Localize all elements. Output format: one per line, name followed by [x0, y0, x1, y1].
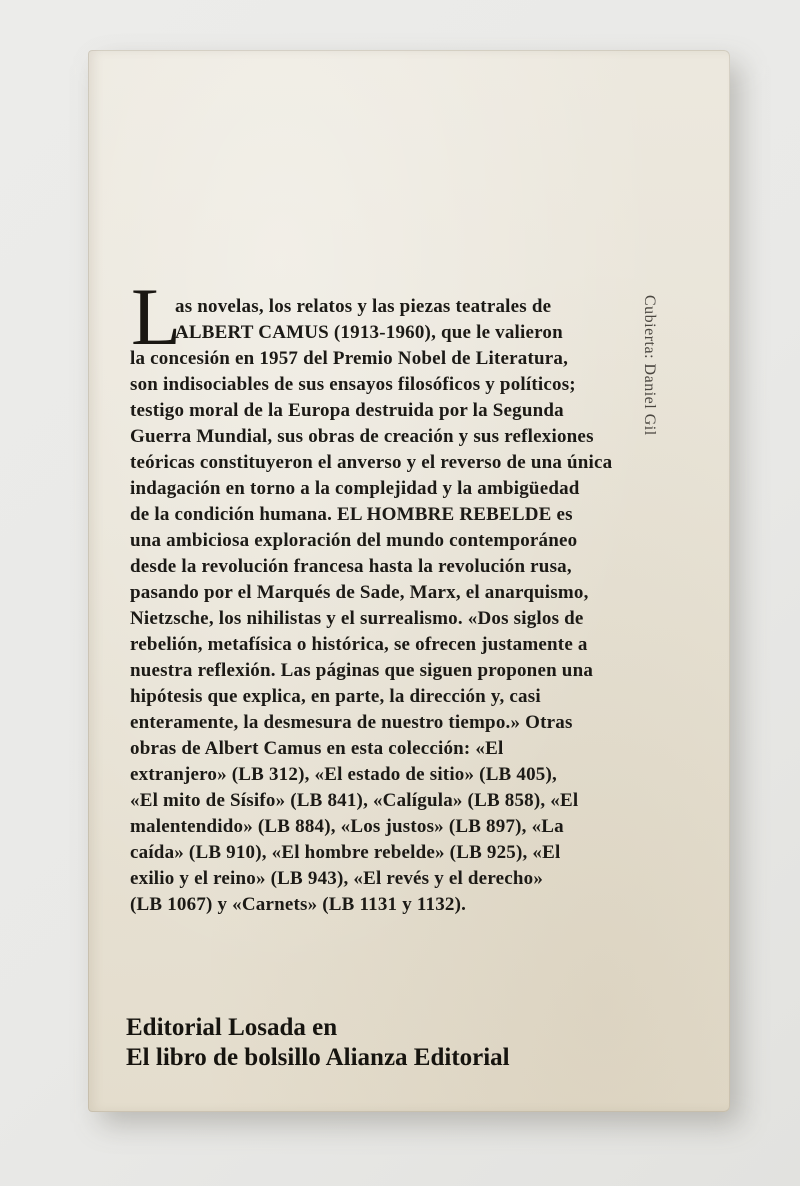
blurb-line: Guerra Mundial, sus obras de creación y sus reflexiones [130, 426, 594, 447]
blurb-line: malentendido» (LB 884), «Los justos» (LB 897), «La [130, 816, 564, 837]
blurb-line: nuestra reflexión. Las páginas que siguen proponen una [130, 660, 594, 681]
blurb-line: obras de Albert Camus en esta colección: «El [130, 738, 504, 759]
blurb-line: (LB 1067) y «Carnets» (LB 1131 y 1132). [130, 894, 467, 915]
blurb-line: caída» (LB 910), «El hombre rebelde» (LB 925), «El [130, 842, 561, 863]
blurb-line: pasando por el Marqués de Sade, Marx, el anarquismo, [130, 582, 589, 603]
blurb-line: Nietzsche, los nihilistas y el surrealismo. «Dos siglos de [130, 608, 584, 629]
blurb-line: teóricas constituyeron el anverso y el reverso de una única [130, 452, 613, 473]
blurb-line: extranjero» (LB 312), «El estado de sitio» (LB 405), [130, 764, 557, 785]
blurb-line: la concesión en 1957 del Premio Nobel de Literatura, [130, 348, 569, 369]
blurb-line: enteramente, la desmesura de nuestro tiempo.» Otras [130, 712, 573, 733]
blurb-line: testigo moral de la Europa destruida por la Segunda [130, 400, 564, 421]
blurb-line: una ambiciosa exploración del mundo contemporáneo [130, 530, 578, 551]
blurb-line: «El mito de Sísifo» (LB 841), «Calígula» (LB 858), «El [130, 790, 579, 811]
publisher-line-1: Editorial Losada en [126, 1014, 338, 1041]
blurb-line: hipótesis que explica, en parte, la dirección y, casi [130, 686, 541, 707]
blurb-line: indagación en torno a la complejidad y la ambigüedad [130, 478, 580, 499]
blurb-line: de la condición humana. EL HOMBRE REBELDE es [130, 504, 573, 525]
book-back-cover [88, 50, 730, 1112]
drop-cap: L [131, 271, 182, 362]
blurb-line: son indisociables de sus ensayos filosóficos y políticos; [130, 374, 576, 395]
publisher-line-2: El libro de bolsillo Alianza Editorial [126, 1044, 510, 1071]
cover-credit: Cubierta: Daniel Gil [641, 295, 658, 436]
blurb-line: rebelión, metafísica o histórica, se ofrecen justamente a [130, 634, 588, 655]
blurb-line: exilio y el reino» (LB 943), «El revés y el derecho» [130, 868, 544, 889]
blurb-line: as novelas, los relatos y las piezas teatrales de [175, 296, 552, 317]
blurb-line: ALBERT CAMUS (1913-1960), que le valieron [175, 322, 563, 343]
blurb-line: desde la revolución francesa hasta la revolución rusa, [130, 556, 572, 577]
